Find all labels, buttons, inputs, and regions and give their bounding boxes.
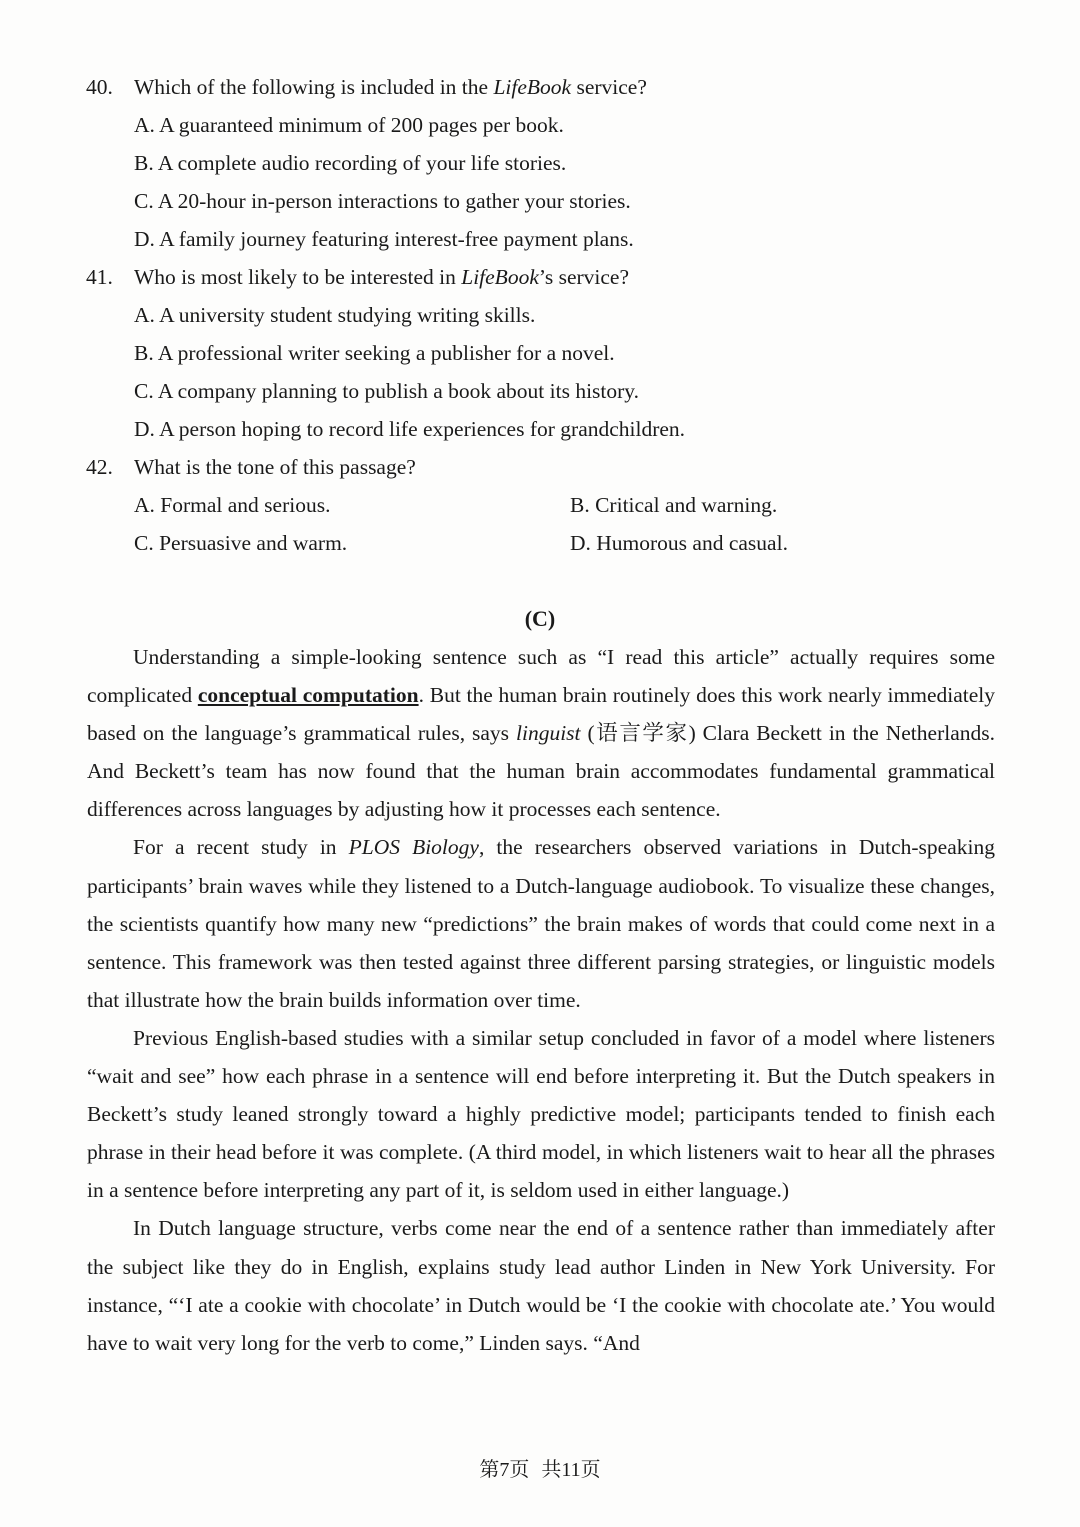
question-42-options-row-2	[86, 524, 1006, 562]
question-41-stem: 41. Who is most likely to be interested in LifeBook’s service?	[86, 258, 1006, 296]
question-41-option-d: D. A person hoping to record life experiences for grandchildren.	[134, 417, 686, 441]
question-41-option-a: A. A university student studying writing skills.	[134, 303, 536, 327]
underlined-phrase: conceptual computation	[197, 683, 419, 708]
page-footer	[0, 1455, 1080, 1485]
question-41-option-b: B. A professional writer seeking a publisher for a novel.	[134, 341, 615, 365]
question-40-option-d: D. A family journey featuring interest-free payment plans.	[134, 227, 634, 251]
questions-section	[86, 68, 1006, 562]
question-42-option-b: B. Critical and warning.	[570, 493, 778, 517]
page-total: 共11页	[541, 1459, 601, 1481]
question-42-stem: 42. What is the tone of this passage?	[86, 448, 1006, 486]
question-40-option-b: B. A complete audio recording of your life stories.	[134, 151, 567, 175]
section-title: (C)	[524, 606, 556, 631]
question-42-options-row-1	[86, 486, 1006, 524]
question-number: 40.	[86, 75, 113, 99]
question-41-option-c: C. A company planning to publish a book about its history.	[134, 379, 640, 403]
question-40-option-c: C. A 20-hour in-person interactions to gather your stories.	[134, 189, 631, 213]
passage-paragraph-2: For a recent study in PLOS Biology, the researchers observed variations in Dutch-speaking participants’ brain waves while they listened to a Dutch-language audiobook. To visualize these changes, the scientists quantify how many new “predictions” the brain makes of words that could come next in a sentence. This framework was then tested against three different parsing strategies, or linguistic models that illustrate how the brain builds information over time.	[87, 835, 995, 1012]
question-42-option-a: A. Formal and serious.	[134, 493, 331, 517]
question-42-option-c: C. Persuasive and warm.	[134, 531, 348, 555]
passage-paragraph-3: Previous English-based studies with a similar setup concluded in favor of a model where listeners “wait and see” how each phrase in a sentence will end before interpreting it. But the Dutch speakers in Beckett’s study leaned strongly toward a highly predictive model; participants tended to finish each phrase in their head before it was complete. (A third model, in which listeners wait to hear all the phrases in a sentence before interpreting any part of it, is seldom used in either language.)	[87, 1025, 995, 1203]
question-40-option-a: A. A guaranteed minimum of 200 pages per book.	[134, 113, 564, 137]
reading-passage	[87, 638, 995, 1362]
question-number: 42.	[86, 455, 113, 479]
page-number: 第7页	[479, 1459, 530, 1481]
question-number: 41.	[86, 265, 113, 289]
passage-paragraph-1: Understanding a simple-looking sentence such as “I read this article” actually requires some complicated conceptual computation. But the human brain routinely does this work nearly immediately based on the language’s grammatical rules, says linguist (语言学家) Clara Beckett in the Netherlands. And Beckett’s team has now found that the human brain accommodates fundamental grammatical differences across languages by adjusting how it processes each sentence.	[87, 645, 995, 822]
question-40-stem: 40. Which of the following is included in the LifeBook service?	[86, 68, 1006, 106]
passage-paragraph-4: In Dutch language structure, verbs come near the end of a sentence rather than immediately after the subject like they do in English, explains study lead author Linden in New York University. For instance, “‘I ate a cookie with chocolate’ in Dutch would be ‘I the cookie with chocolate ate.’ You would have to wait very long for the verb to come,” Linden says. “And	[87, 1216, 995, 1355]
question-42-option-d: D. Humorous and casual.	[570, 531, 788, 555]
